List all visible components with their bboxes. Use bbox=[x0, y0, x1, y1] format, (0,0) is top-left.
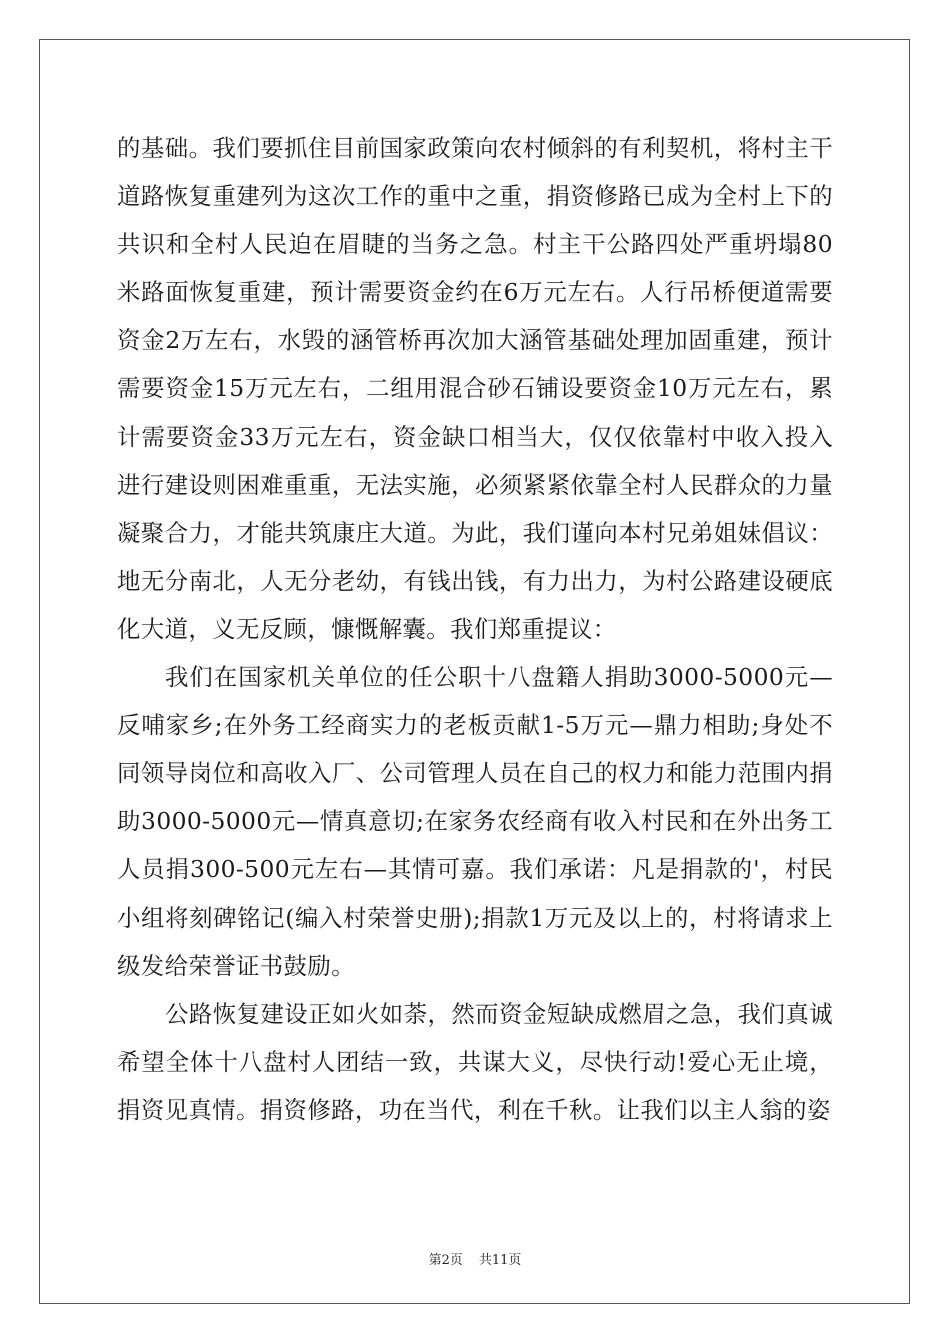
paragraph-2: 我们在国家机关单位的任公职十八盘籍人捐助3000-5000元—反哺家乡;在外务工经商实力的老板贡献1-5万元—鼎力相助;身处不同领导岗位和高收入厂、公司管理人员在自己的权力和能力范围内捐助3000-5000元—情真意切;在家务农经商有收入村民和在外出务工人员捐300-500元左右—其情可嘉。我们承诺：凡是捐款的'，村民小组将刻碑铭记(编入村荣誉史册);捐款1万元及以上的，村将请求上级发给荣誉证书鼓励。 bbox=[117, 663, 833, 980]
page-footer bbox=[0, 1249, 950, 1268]
paragraph-1: 的基础。我们要抓住目前国家政策向农村倾斜的有利契机，将村主干道路恢复重建列为这次工作的重中之重，捐资修路已成为全村上下的共识和全村人民迫在眉睫的当务之急。村主干公路四处严重坍塌80米路面恢复重建，预计需要资金约在6万元左右。人行吊桥便道需要资金2万左右，水毁的涵管桥再次加大涵管基础处理加固重建，预计需要资金15万元左右，二组用混合砂石铺设要资金10万元左右，累计需要资金33万元左右，资金缺口相当大，仅仅依靠村中收入投入进行建设则困难重重，无法实施，必须紧紧依靠全村人民群众的力量凝聚合力，才能共筑康庄大道。为此，我们谨向本村兄弟姐妹倡议：地无分南北，人无分老幼，有钱出钱，有力出力，为村公路建设硬底化大道，义无反顾，慷慨解囊。我们郑重提议： bbox=[117, 134, 833, 643]
page-total: 共11页 bbox=[478, 1253, 522, 1268]
page-number: 第2页 bbox=[428, 1253, 463, 1268]
paragraph-3: 公路恢复建设正如火如荼，然而资金短缺成燃眉之急，我们真诚希望全体十八盘村人团结一致，共谋大义，尽快行动!爱心无止境，捐资见真情。捐资修路，功在当代，利在千秋。让我们以主人翁的姿 bbox=[117, 999, 833, 1124]
document-body bbox=[117, 124, 833, 1134]
